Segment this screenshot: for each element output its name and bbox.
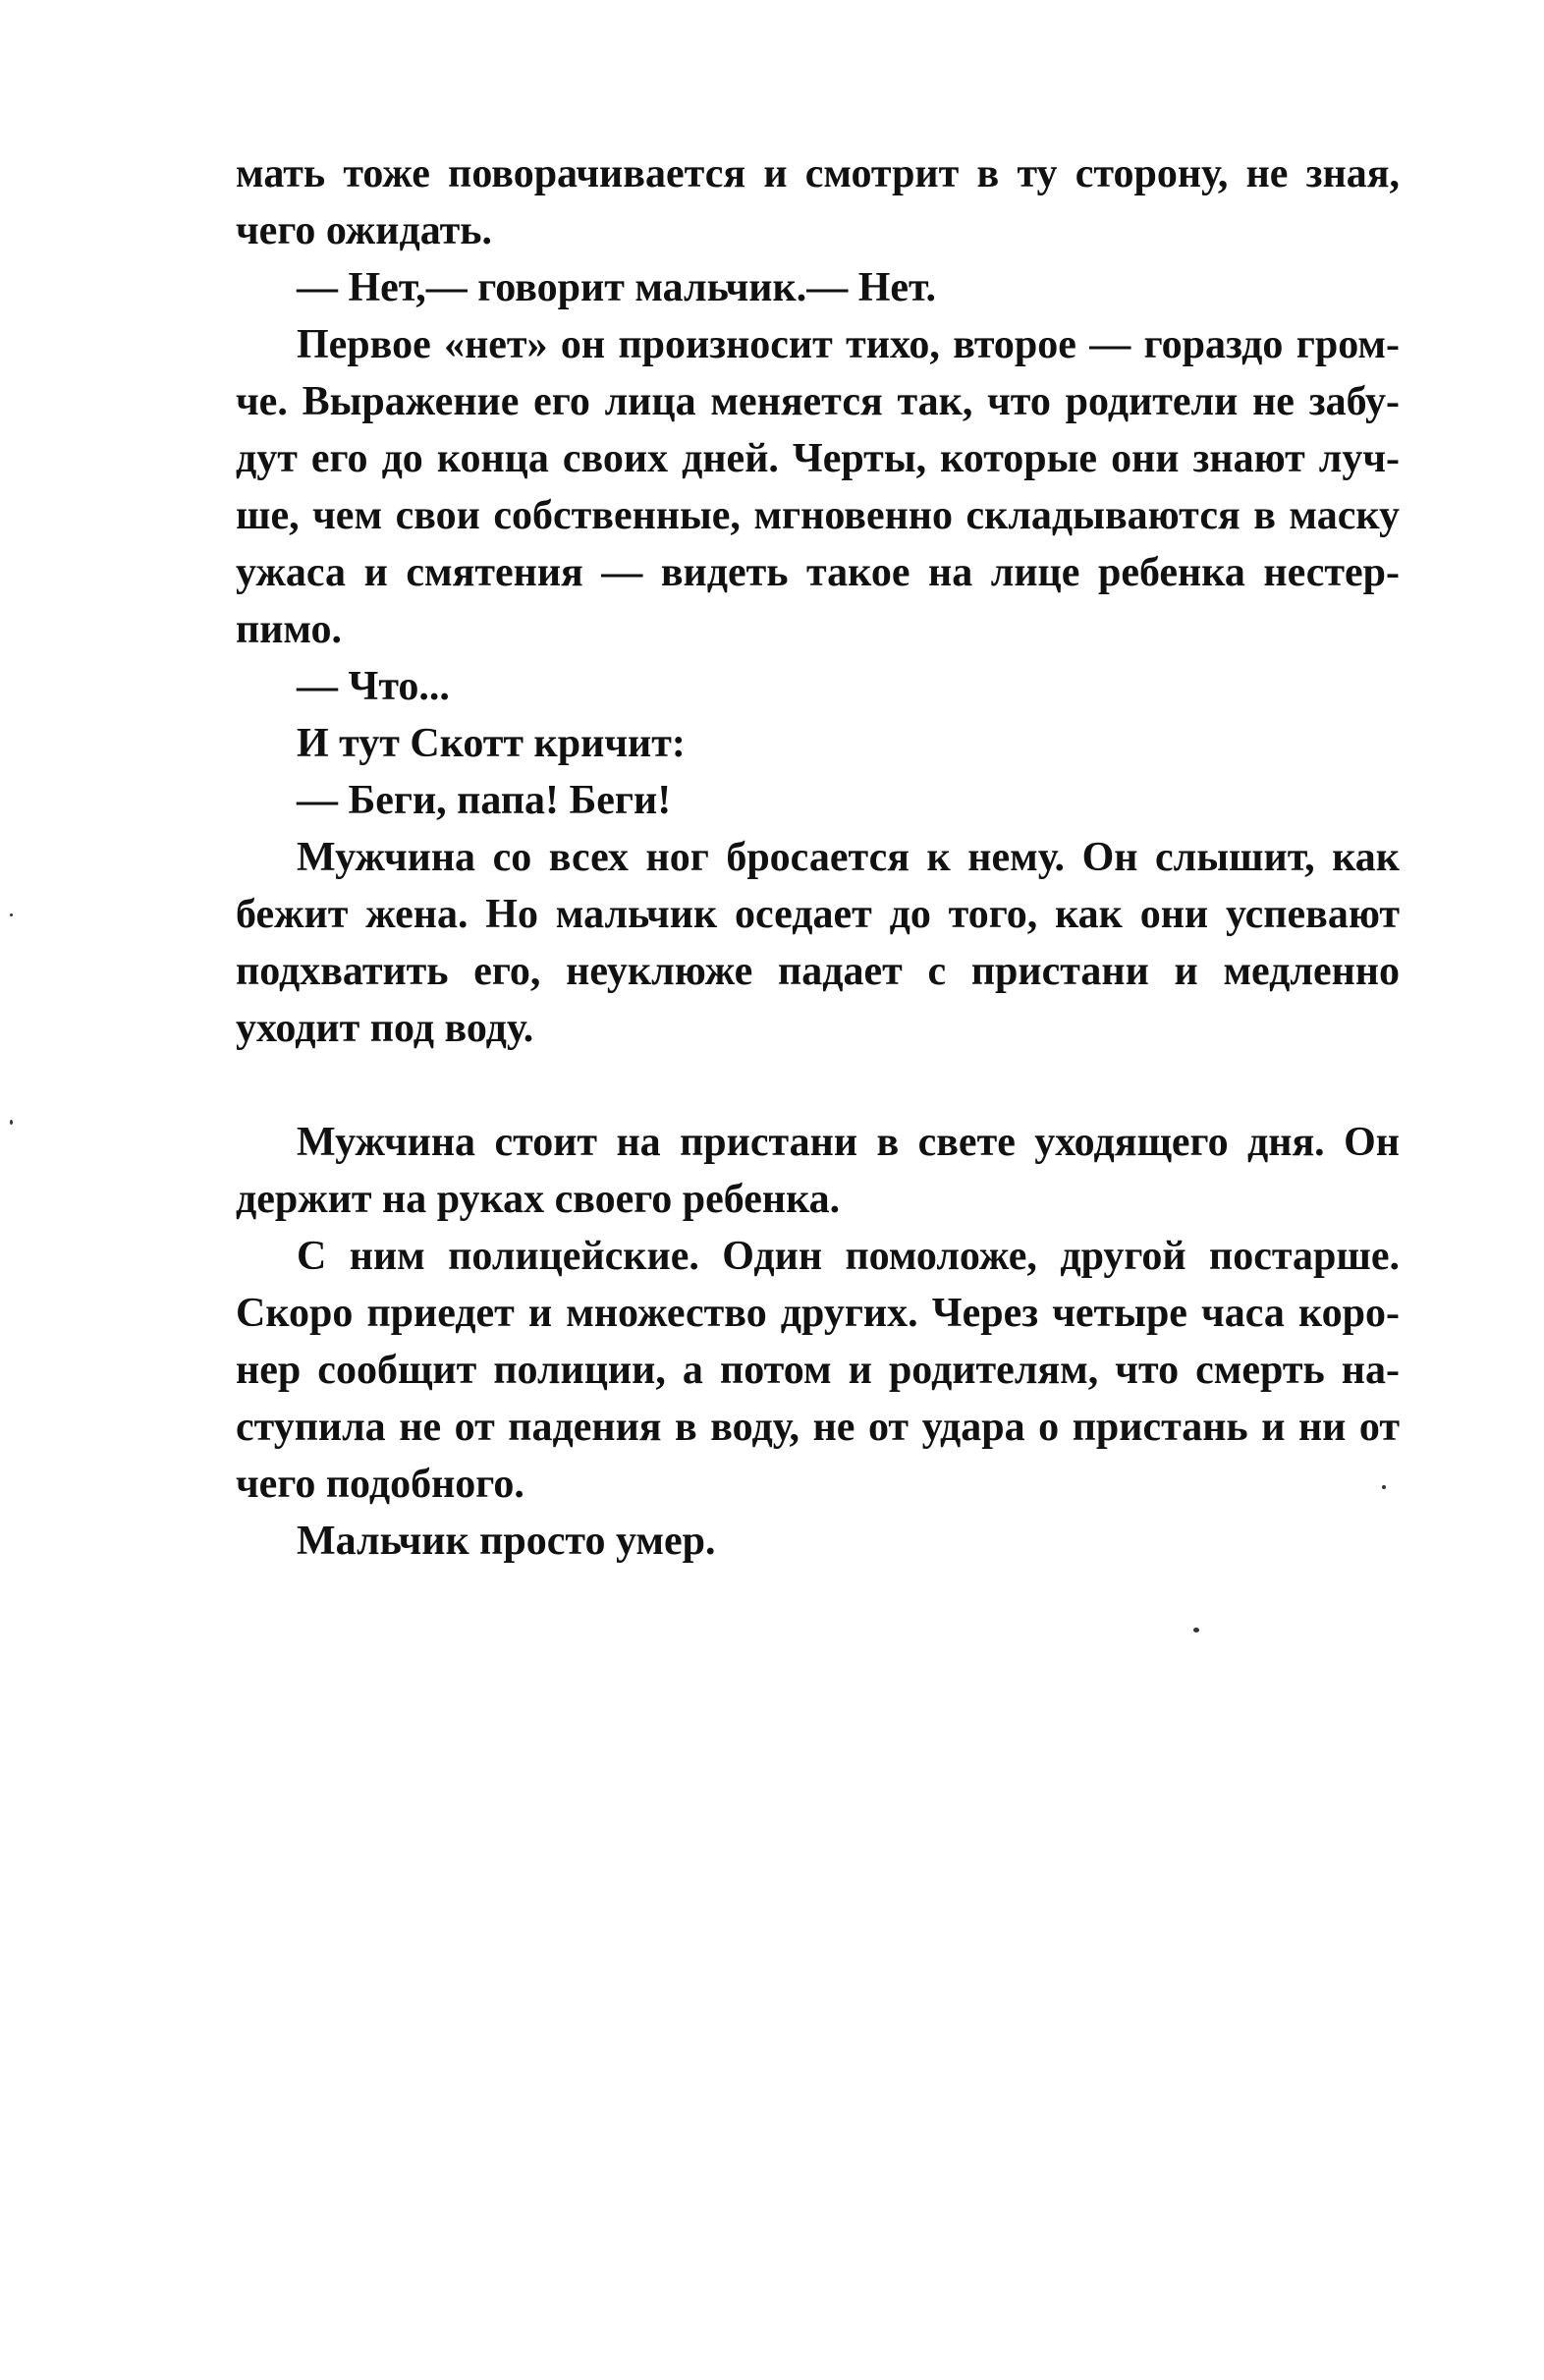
dialogue-line: — Что...	[297, 664, 450, 709]
text-line: бежит жена. Но мальчик оседает до того, как они успевают	[236, 892, 1400, 937]
text-line: подхватить его, неуклюже падает с пристани и медленно	[236, 949, 1400, 994]
text-line: пимо.	[236, 607, 342, 652]
page-text	[236, 145, 1400, 1570]
text-line: ше, чем свои собственные, мгновенно складываются в маску	[236, 493, 1400, 538]
scan-speck	[10, 1120, 13, 1125]
text-line: чего ожидать.	[236, 208, 492, 253]
dialogue-line: — Беги, папа! Беги!	[297, 778, 672, 823]
scan-speck	[10, 913, 13, 916]
text-line: чего подобного.	[236, 1462, 524, 1507]
paragraph-start: Первое «нет» он произносит тихо, второе — гораздо гром-	[297, 322, 1400, 367]
text-line: держит на руках своего ребенка.	[236, 1177, 841, 1222]
text-line: че. Выражение его лица меняется так, что родители не забу-	[236, 379, 1400, 424]
text-line: мать тоже поворачивается и смотрит в ту сторону, не зная,	[236, 151, 1400, 196]
scan-speck	[1382, 1485, 1386, 1489]
text-line: ступила не от падения в воду, не от удара о пристань и ни от	[236, 1405, 1400, 1450]
paragraph-start: С ним полицейские. Один помоложе, другой постарше.	[297, 1234, 1400, 1279]
paragraph-start: Мужчина со всех ног бросается к нему. Он слышит, как	[297, 835, 1400, 880]
scan-speck	[1193, 1628, 1199, 1633]
paragraph-start: Мужчина стоит на пристани в свете уходящего дня. Он	[297, 1120, 1400, 1165]
paragraph-start: И тут Скотт кричит:	[297, 721, 686, 766]
text-line: ужаса и смятения — видеть такое на лице ребенка нестер-	[236, 550, 1400, 595]
text-line: уходит под воду.	[236, 1006, 534, 1051]
paragraph-start: Мальчик просто умер.	[297, 1519, 716, 1564]
text-line: нер сообщит полиции, а потом и родителям, что смерть на-	[236, 1348, 1400, 1393]
section-break	[236, 1057, 1400, 1114]
text-line: Скоро приедет и множество других. Через четыре часа коро-	[236, 1291, 1400, 1336]
text-line: дут его до конца своих дней. Черты, которые они знают луч-	[236, 436, 1400, 481]
dialogue-line: — Нет,— говорит мальчик.— Нет.	[297, 265, 936, 310]
